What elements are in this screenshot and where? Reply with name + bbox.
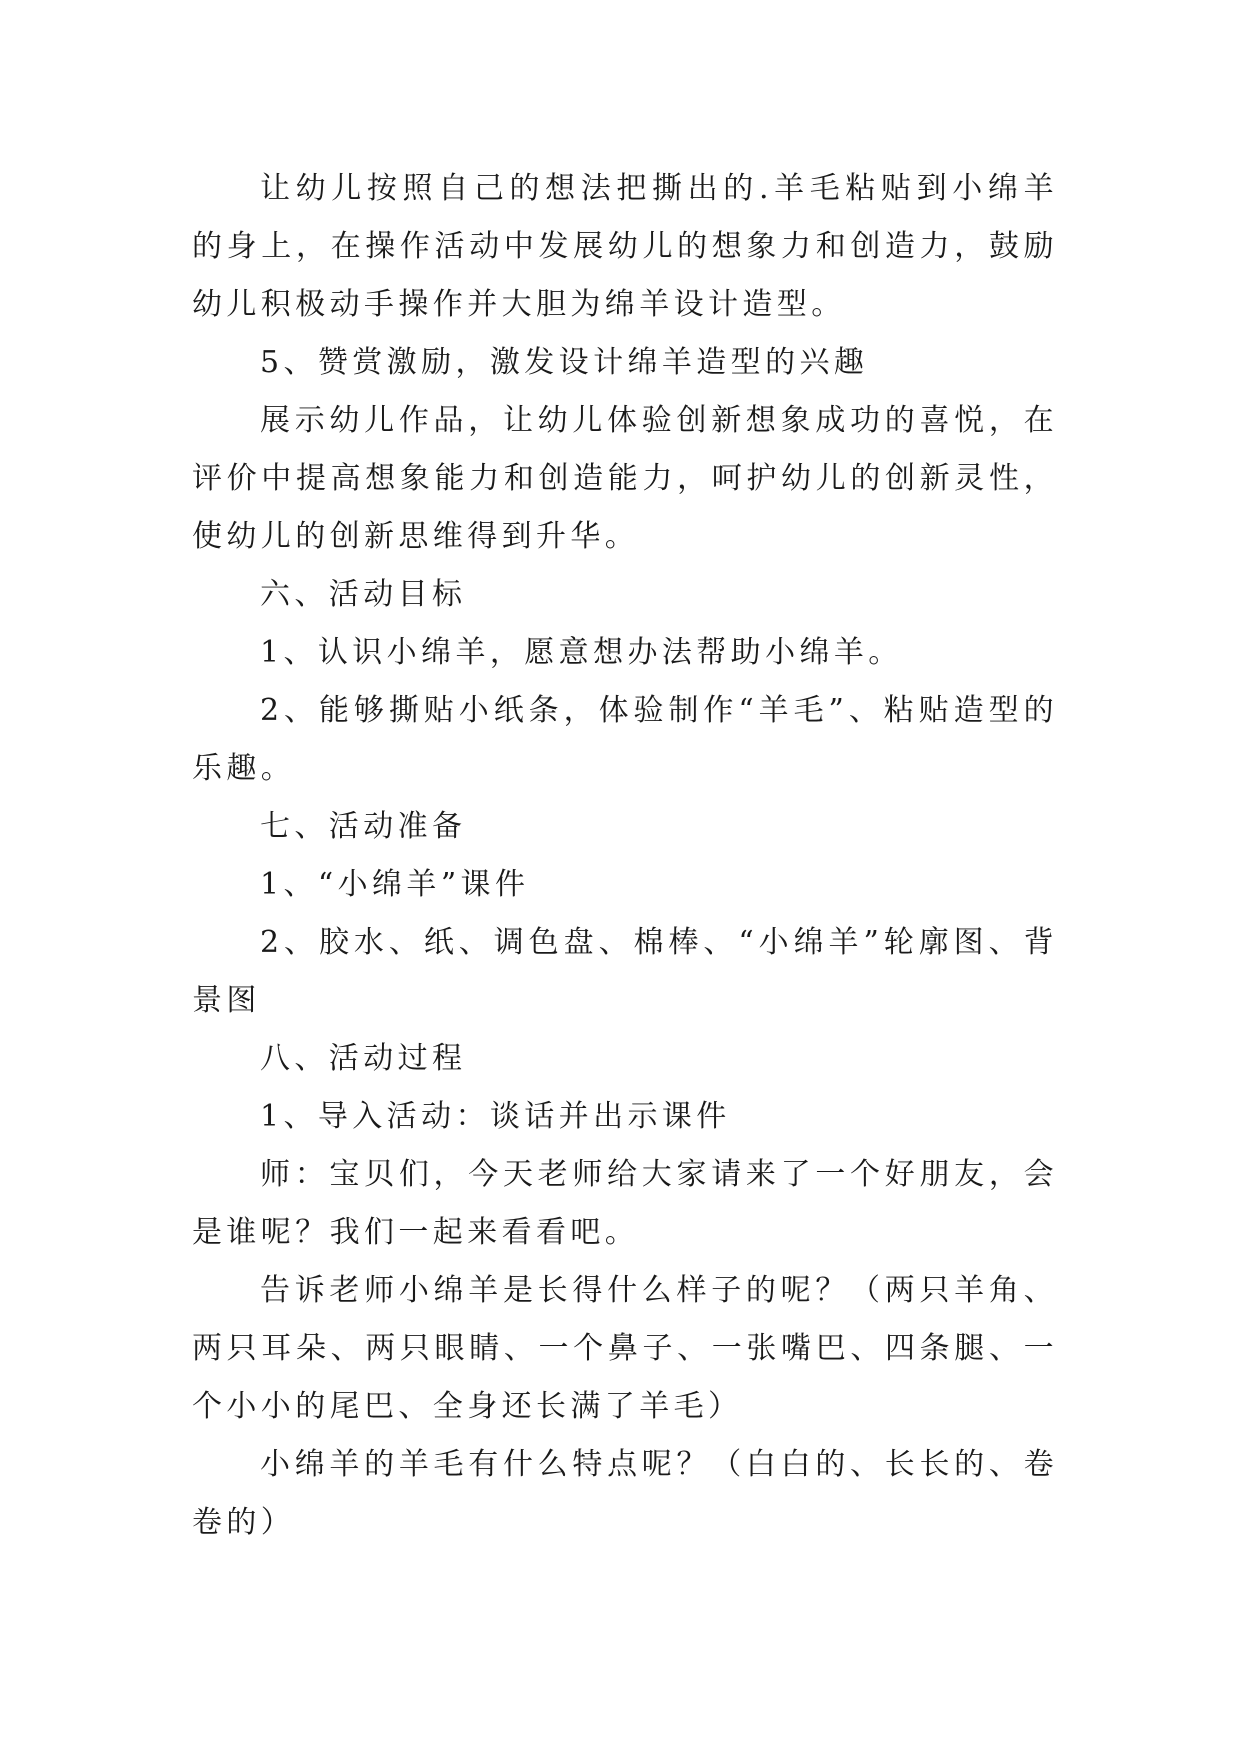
paragraph-14: 小绵羊的羊毛有什么特点呢？（白白的、长长的、卷卷的）	[192, 1447, 1058, 1540]
paragraph-1: 让幼儿按照自己的想法把撕出的.羊毛粘贴到小绵羊的身上，在操作活动中发展幼儿的想象力和创造力，鼓励幼儿积极动手操作并大胆为绵羊设计造型。	[192, 171, 1058, 322]
section-heading-6: 六、活动目标	[260, 577, 467, 612]
section-heading-7: 七、活动准备	[260, 809, 467, 844]
section-heading-8: 八、活动过程	[260, 1041, 467, 1076]
paragraph-2: 5、赞赏激励，激发设计绵羊造型的兴趣	[260, 345, 869, 380]
paragraph-12: 师：宝贝们，今天老师给大家请来了一个好朋友，会是谁呢？我们一起来看看吧。	[192, 1157, 1058, 1250]
paragraph-13: 告诉老师小绵羊是长得什么样子的呢？（两只羊角、两只耳朵、两只眼睛、一个鼻子、一张嘴巴、四条腿、一个小小的尾巴、全身还长满了羊毛）	[192, 1273, 1058, 1424]
paragraph-9: 2、胶水、纸、调色盘、棉棒、“小绵羊”轮廓图、背景图	[192, 925, 1058, 1018]
paragraph-5: 1、认识小绵羊，愿意想办法帮助小绵羊。	[260, 635, 903, 670]
paragraph-6: 2、能够撕贴小纸条，体验制作“羊毛”、粘贴造型的乐趣。	[192, 693, 1058, 786]
paragraph-3: 展示幼儿作品，让幼儿体验创新想象成功的喜悦，在评价中提高想象能力和创造能力，呵护幼儿的创新灵性，使幼儿的创新思维得到升华。	[192, 403, 1058, 554]
paragraph-8: 1、“小绵羊”课件	[260, 867, 530, 902]
document-body	[192, 160, 1058, 1552]
paragraph-11: 1、导入活动：谈话并出示课件	[260, 1099, 731, 1134]
